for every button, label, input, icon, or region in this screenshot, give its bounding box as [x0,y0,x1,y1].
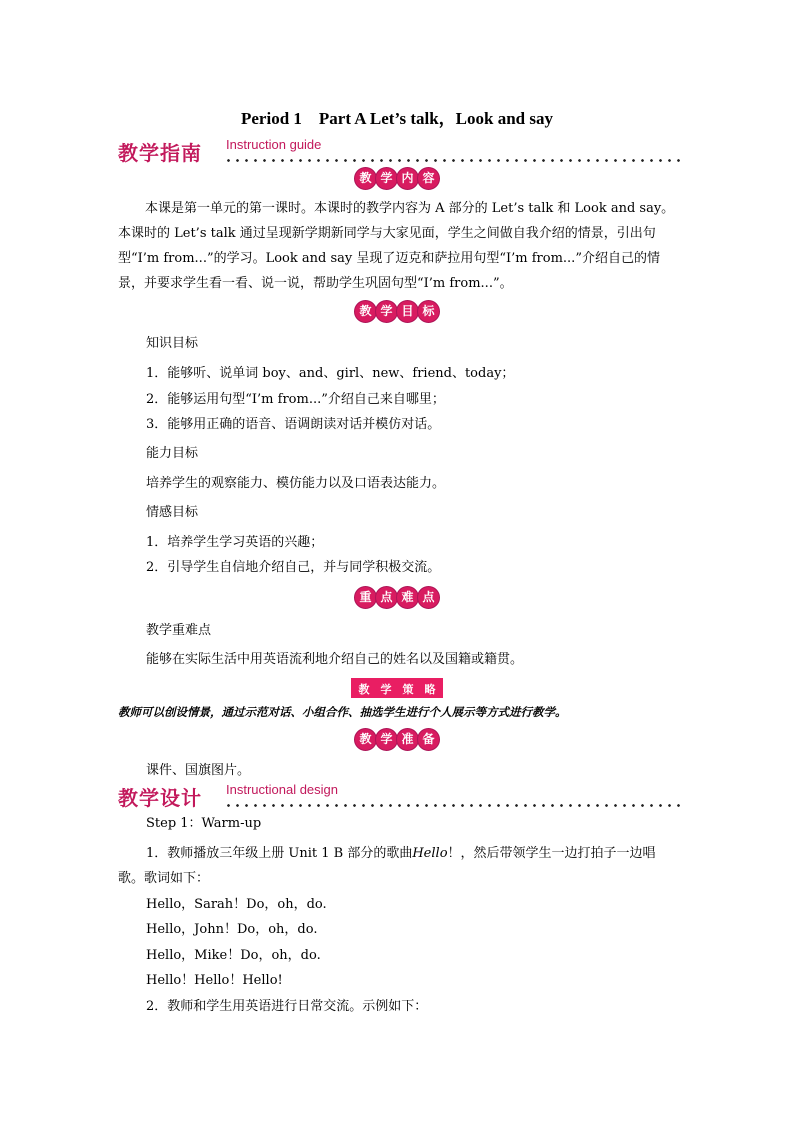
knowledge-goal-item: 1．能够听、说单词 boy、and、girl、new、friend、today； [146,366,515,381]
emotion-goal-item: 1．培养学生学习英语的兴趣； [146,535,324,550]
instructional-design-header [118,782,682,815]
emotion-goals-label: 情感目标 [146,505,199,520]
badge-teaching-content: 教 学 内 容 [0,167,794,189]
knowledge-goal-item: 2．能够运用句型“I’m from...”介绍自己来自哪里； [146,392,445,407]
instruction-guide-cn: 教学指南 [118,141,202,165]
lyric-line: Hello！Hello！Hello! [146,973,283,988]
ability-goals-label: 能力目标 [146,446,199,461]
badge-teaching-goals: 教 学 目 标 [0,300,794,322]
lesson-title: Period 1 Part A Let’s talk，Look and say [241,109,553,128]
ability-goals-text: 培养学生的观察能力、模仿能力以及口语表达能力。 [146,476,446,491]
lyric-line: Hello，Mike！Do，oh，do. [146,948,321,963]
key-points-label: 教学重难点 [146,623,212,638]
knowledge-goals-label: 知识目标 [146,336,199,351]
emotion-goal-item: 2．引导学生自信地介绍自己，并与同学积极交流。 [146,560,441,575]
content-paragraph: 本课是第一单元的第一课时。本课时的教学内容为 A 部分的 Let’s talk 和 Look and say。本课时的 Let’s talk 通过呈现新学期新同学与大家见面，学生之间做自我介绍的情景，引出句型“I’m from...”的学习。Look and say 呈现了迈克和萨拉用句型“I’m from...”介绍自己的情景，并要求学生看一看、说一说，帮助学生巩固句型“I’m from...”。 [118,201,675,291]
key-points-text: 能够在实际生活中用英语流利地介绍自己的姓名以及国籍或籍贯。 [146,652,524,667]
dotted-divider [224,158,682,163]
instruction-guide-header [118,137,682,170]
instructional-design-en: Instructional design [226,782,339,797]
instruction-guide-en: Instruction guide [226,137,322,152]
badge-teaching-strategy: 教 学 策 略 [0,678,794,700]
step1-item1-line1: 1．教师播放三年级上册 Unit 1 B 部分的歌曲Hello！，然后带领学生一边打拍子一边唱 [146,846,656,861]
strategy-text: 教师可以创设情景，通过示范对话、小组合作、抽选学生进行个人展示等方式进行教学。 [118,705,567,719]
prep-text: 课件、国旗图片。 [146,763,251,778]
badge-teaching-prep: 教 学 准 备 [0,728,794,750]
step1-heading: Step 1：Warm-up [146,816,262,831]
song-title: Hello [412,846,448,861]
step1-item1-line2: 歌。歌词如下： [118,871,210,886]
instructional-design-cn: 教学设计 [118,786,202,810]
lyric-line: Hello，John！Do，oh，do. [146,922,318,937]
lyric-line: Hello，Sarah！Do，oh，do. [146,897,327,912]
badge-key-points: 重 点 难 点 [0,586,794,608]
step1-item2: 2．教师和学生用英语进行日常交流。示例如下： [146,999,428,1014]
dotted-divider [224,803,682,808]
knowledge-goal-item: 3．能够用正确的语音、语调朗读对话并模仿对话。 [146,417,441,432]
